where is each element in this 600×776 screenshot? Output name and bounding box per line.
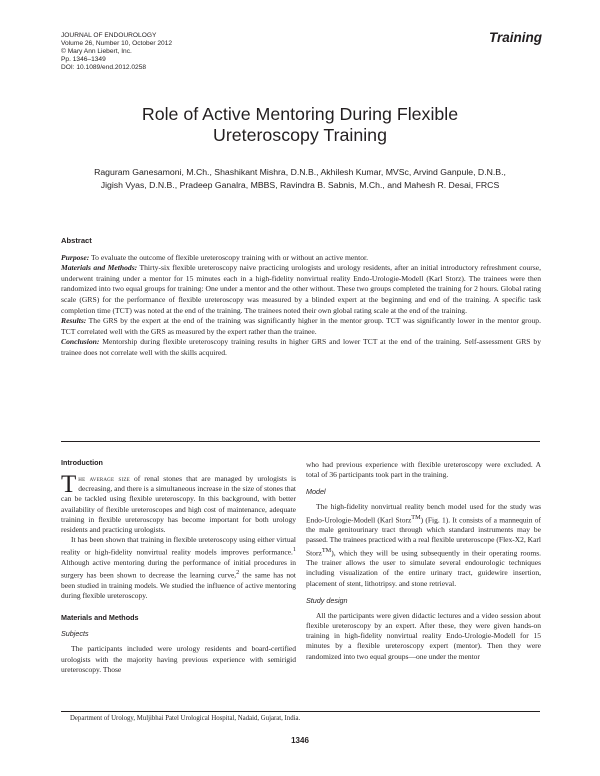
authors-line-2: Jigish Vyas, D.N.B., Pradeep Ganalra, MBBS, Ravindra B. Sabnis, M.Ch., and Mahesh R. Desai, FRCS — [100, 180, 500, 190]
affiliation-footnote: Department of Urology, Muljibhai Patel Urological Hospital, Nadaid, Gujarat, India. — [70, 715, 301, 722]
methods-label: Materials and Methods: — [61, 263, 138, 273]
right-column — [306, 460, 541, 662]
materials-methods-heading: Materials and Methods — [61, 613, 139, 623]
model-paragraph — [306, 502, 541, 588]
methods-text: Thirty-six flexible ureteroscopy naive practicing urologists and urology residents, after an initial introductory refreshment course, underwent training under a mentor for 15 minutes each in a high-fidelity nonvirtual reality Endo-Urologie-Modell (Karl Storz). The trainees were then randomized into two equal groups for training: One under a mentor and the other without. These two groups completed the training for 2 hours. Global rating scale (GRS) for the performance of flexible ureteroscopy was measured by a blinded expert at the beginning and end of the training. A specific task completion time (TCT) was noted at the end of the training. The trainees noted their own global rating scale at the end of the training. — [61, 263, 541, 315]
intro-text-2c: the same has not been studied in training models. We studied the influence of active mentoring during flexible ureteroscopy. — [61, 570, 297, 600]
journal-name: JOURNAL OF ENDOUROLOGY — [61, 32, 157, 39]
purpose-text: To evaluate the outcome of flexible ureteroscopy training with or without an active mentor. — [89, 252, 369, 262]
abstract-heading: Abstract — [61, 236, 92, 245]
intro-paragraph-2 — [61, 535, 296, 601]
journal-copyright: © Mary Ann Liebert, Inc. — [61, 48, 132, 56]
journal-pages: Pp. 1346–1349 — [61, 56, 106, 64]
intro-text-2a: It has been shown that training in flexible ureteroscopy using either virtual reality or high-fidelity nonvirtual reality models improves performance. — [61, 535, 296, 557]
drop-cap: T — [61, 471, 77, 499]
abstract-conclusion — [61, 337, 541, 358]
trademark-1: TM — [411, 513, 421, 521]
author-list — [60, 166, 540, 192]
citation-2: 2 — [236, 569, 240, 577]
intro-smallcaps: he average size — [78, 474, 130, 484]
abstract — [61, 236, 541, 359]
authors-line-1: Raguram Ganesamoni, M.Ch., Shashikant Mishra, D.N.B., Akhilesh Kumar, MVSc, Arvind Ganpule, D.N.B., — [94, 167, 506, 177]
model-text-a: The high-fidelity nonvirtual reality bench model used for the study was Endo-Urologie-Modell (Karl Storz — [306, 502, 541, 525]
subjects-heading: Subjects — [61, 629, 89, 639]
conclusion-text: Mentorship during flexible ureteroscopy training results in higher GRS and lower TCT at the end of the training. Self-assessment GRS by trainee does not correlate well with the skills acquired. — [61, 337, 541, 357]
subjects-continued: who had previous experience with flexible ureteroscopy were excluded. A total of 36 participants took part in the training. — [306, 460, 541, 480]
abstract-divider — [61, 441, 540, 442]
abstract-methods — [61, 263, 541, 316]
model-text-c: ), which they will be using subsequently in their operating rooms. The trainer allows the user to simulate several endourologic techniques including visualization of the entire urinary tract, guidewire insertion, placement of stent, lithotripsy. and stone retrieval. — [306, 548, 541, 588]
trademark-2: TM — [321, 546, 332, 554]
intro-paragraph-1 — [61, 471, 296, 535]
study-design-heading: Study design — [306, 595, 348, 605]
results-text: The GRS by the expert at the end of the training was significantly higher in the mentor group. TCT was significantly lower in the mentor group. TCT correlated well with the GRS as measured by the expert rather than the trainee. — [61, 316, 541, 336]
model-heading: Model — [306, 487, 326, 497]
article-title — [60, 104, 540, 146]
study-design-paragraph: All the participants were given didactic lectures and a video session about flexible ureteroscopy by an expert. After these, they were given hands-on training in high-fidelity nonvirtual reality Endo-Urologie-Modell for 15 minutes by a flexible ureteroscopy expert (mentor). Then they were randomized into two equal groups—one under the mentor — [306, 610, 541, 661]
journal-doi: DOI: 10.1089/end.2012.0258 — [61, 64, 147, 72]
title-line-2: Ureteroscopy Training — [213, 125, 387, 145]
footnote-divider — [61, 711, 540, 712]
left-column — [61, 458, 296, 675]
purpose-label: Purpose: — [61, 252, 90, 262]
title-line-1: Role of Active Mentoring During Flexible — [141, 104, 459, 124]
section-label: Training — [488, 30, 542, 45]
intro-text-2b: Although active mentoring during the performance of initial procedures in surgery has been shown to decrease the learning curve, — [61, 557, 296, 580]
model-text-b: ) (Fig. 1). It consists of a mannequin of the male genitourinary tract through which standard instruments may be passed. The trainees practiced with a real flexible ureteroscope (Flex-X2, Karl Storz — [306, 515, 541, 558]
journal-info — [61, 32, 321, 72]
intro-text-1: of renal stones that are managed by urologists is decreasing, and there is a simultaneous increase in the size of stones that can be tackled using flexible ureteroscopy. In this background, with better availability of flexible ureteroscopes and high cost of maintenance, adequate training in flexible ureteroscopy has become important for both urology residents and practicing urologists. — [61, 474, 296, 534]
subjects-paragraph: The participants included were urology residents and board-certified urologists with the majority having previous experience with semirigid ureteroscopy. Those — [61, 644, 296, 674]
introduction-heading: Introduction — [61, 458, 103, 467]
results-label: Results: — [61, 316, 87, 326]
journal-volume: Volume 26, Number 10, October 2012 — [61, 40, 173, 48]
conclusion-label: Conclusion: — [61, 337, 100, 347]
abstract-purpose — [61, 253, 541, 264]
citation-1: 1 — [292, 546, 296, 554]
abstract-results — [61, 316, 541, 337]
page-number: 1346 — [291, 736, 309, 745]
